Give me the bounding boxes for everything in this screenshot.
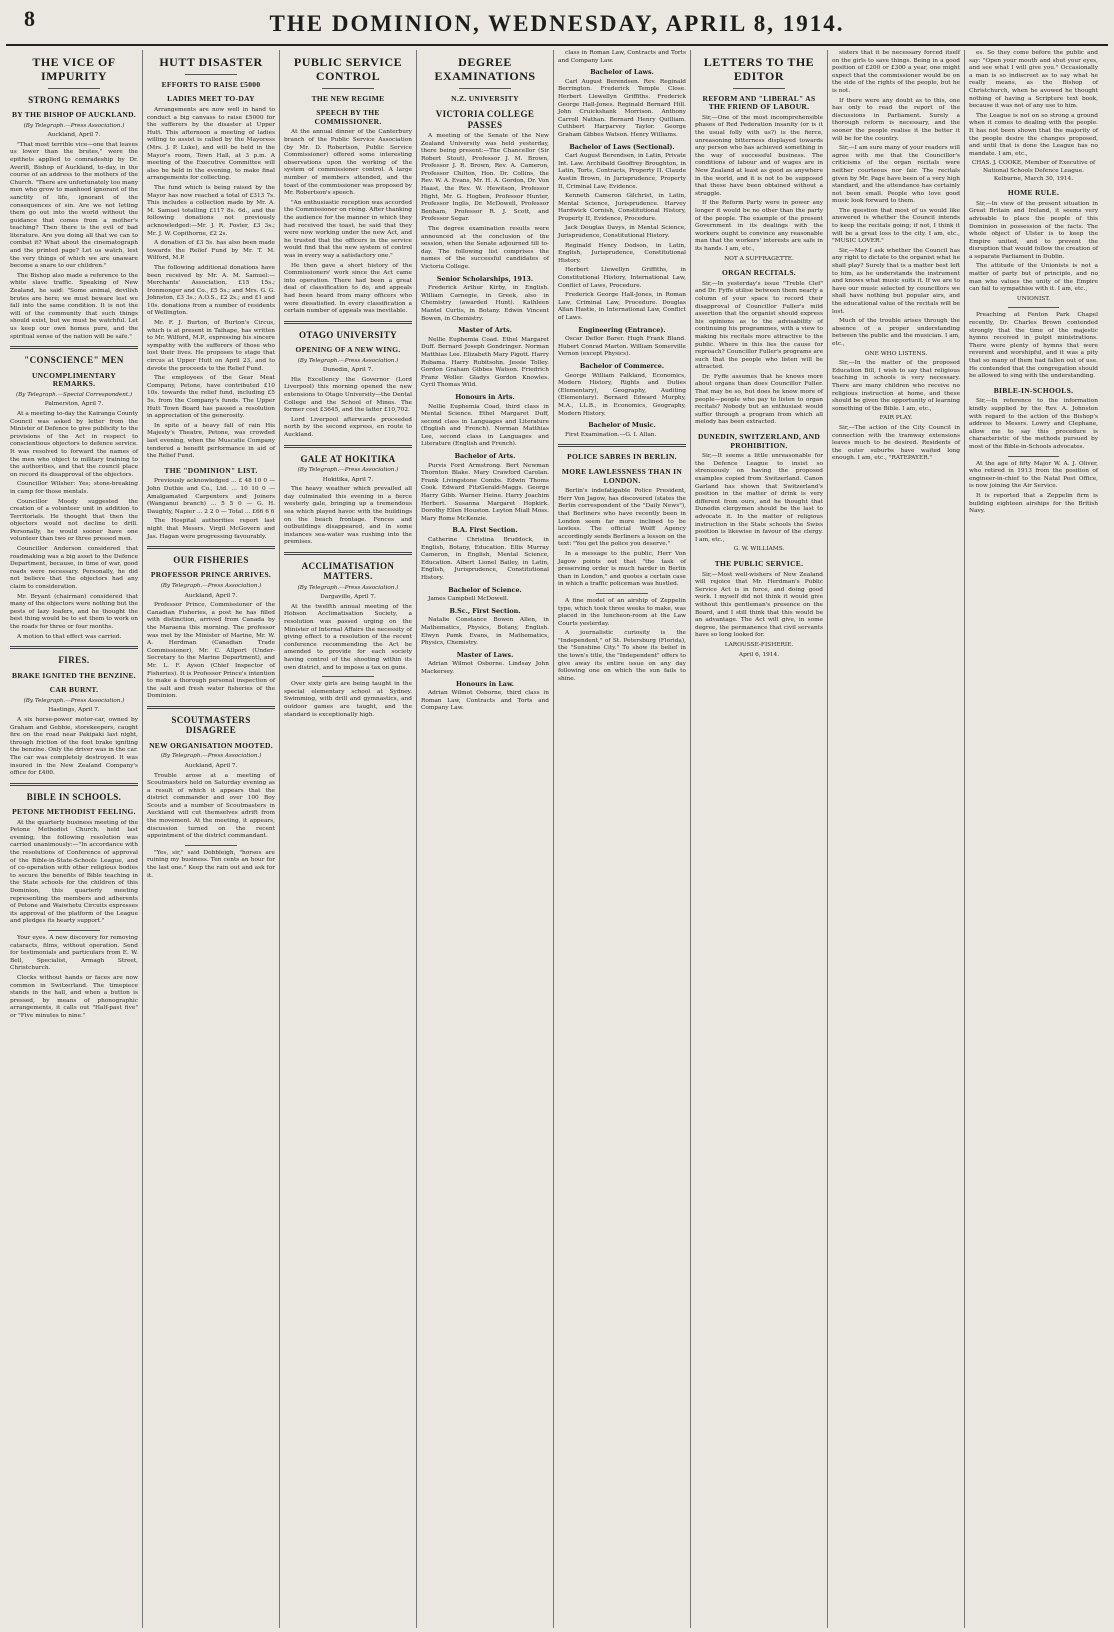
letter-signature: NOT A SUFFRAGETTE. [724, 255, 794, 262]
article-paragraph: Councillor Moody suggested the creation of a volunteer unit in addition to Territorials. He thought that then the objectors would not decline to drill. Personally, he would sooner have one volunteer than two or three pressed men. [10, 498, 138, 543]
letter-paragraph: Sir,—May I ask whether the Council has any right to dictate to the organist what he shall play? Surely that is a matter best left to him, as he understands the instrument and knows what music suits it. If we are to have our music selected by councillors we shall have nothing but popular airs, and the educational value of the recitals will be lost. [832, 247, 960, 315]
headline: OUR FISHERIES [173, 555, 249, 566]
name-list: Frederick George Hall-Jones, in Roman Law, Criminal Law, Procedure. Douglas Allan Hastie, in International Law, Conflict of Laws. [558, 292, 686, 321]
page-number: 8 [24, 6, 35, 31]
subheadline: SPEECH BY THE COMMISSIONER. [314, 108, 382, 126]
letter-paragraph: Sir,—In yesterday's issue "Treble Clef" and Dr. Fyffe utilise between them nearly a column of your space to record their disapproval of Councillor Fuller's mild assertion that the organist should express his opinions as to the advisability of continuing his programmes, with a view to making his recitals more attractive to the public. Where in this lies the cause for reproach? Councillor Fuller's programs are such that the people who listen will be attracted. [695, 280, 823, 371]
name-list: First Examination.—G. I. Allan. [565, 431, 657, 438]
article-paragraph: At the twelfth annual meeting of the Hobson Acclimatisation Society, a resolution was passed urging on the Minister of Internal Affairs the necessity of giving effect to a resolution of the recent conference recommending the Act be amended to provide for each society having control of the shooting within its own district, and to impose a tax on guns. [284, 603, 412, 671]
letter-paragraph: Sir,—I am sure many of your readers will agree with me that the Councillor's criticisms of the organ recitals were neither courteous nor fair. The recitals given by Mr. Page have been of a very high standard, and the attendance has certainly not been small. People who love good music look forward to them. [832, 145, 960, 205]
name-list: James Campbell McDowell. [428, 596, 509, 603]
subheadline: UNCOMPLIMENTARY REMARKS. [31, 370, 117, 389]
section-label: Bachelor of Music. [588, 421, 656, 430]
masthead [6, 4, 1108, 46]
telegraph-credit: (By Telegraph.—Special Correspondent.) [15, 391, 133, 398]
article-paragraph: The following additional donations have been received by Mr. A. M. Samuel:—Merchants' Association, £15 15s.; Ironmonger and Co., £5 5s.; and Mrs. G. G. Johnston, £3 3s.; A.O.S., £2 2s.; and £1 and 10s. donations from a number of residents of Wellington. [147, 264, 275, 317]
name-list: Nellie Euphemia Coad, third class in Mental Science. Ethel Margaret Duff, second class in Languages and Literature (English and French). Norman Matthias Lee, second class in Languages and Literature (English and French). [421, 403, 549, 448]
letter-paragraph: Sir,—One of the most incomprehensible phases of Red Federation insanity (or is it the usual folly with us?) is the fierce, unreasoning bitterness displayed towards any person who has achieved something in the way of successful business. The conditions of labour and of wages are in New Zealand at least as good as anywhere in the world, and it is not to be supposed that these have been obtained without a struggle. [695, 114, 823, 197]
column-3 [280, 50, 417, 1628]
subheadline: N.Z. UNIVERSITY [451, 93, 519, 103]
subheadline: STRONG REMARKS [28, 94, 120, 105]
section-label: Senior Scholarships, 1913. [436, 274, 534, 283]
telegraph-credit: (By Telegraph.—Press Association.) [297, 584, 399, 591]
article-paragraph: "Yes, sir," said Dobbleigh, "horses are ruining my business. Ten cents an hour for the last one." Keep the rain out and ask for it. [147, 849, 275, 879]
headline: ACCLIMATISATION MATTERS. [301, 560, 395, 582]
section-label: Master of Arts. [458, 326, 512, 335]
article-paragraph: Berlin's indefatigable Police President, Herr Von Jagow, has discovered (states the Berlin correspondent of the "Daily News"), that Berliners who have recently been in London seem far more inclined to be lawless. The official Wolff Agency accordingly sends Berliners a lesson on the text: "You get the police you deserve." [558, 488, 686, 548]
dateline: Auckland, April 7. [47, 132, 101, 139]
headline: GALE AT HOKITIKA [300, 453, 396, 464]
article-paragraph: In a message to the public, Herr Von Jagow points out that "the task of preserving order is much harder in Berlin than in London," and quotes a certain case in which a traffic policeman was hustled. [558, 550, 686, 588]
letter-signature: ONE WHO LISTENS. [864, 350, 928, 357]
subheadline: PROFESSOR PRINCE ARRIVES. [150, 570, 272, 580]
column-4 [417, 50, 554, 1628]
article-paragraph: Preaching at Fenton Park Chapel recently, Dr. Charles Brown contended strongly that the time of the majestic hymns received in pulpit ministrations. There were plenty of hymns that were reverent and worshipful, and it was a pity that so many of them had fallen out of use. He contended that the congregation should be allowed to sing with the understanding. [969, 312, 1098, 380]
name-list: Nellie Euphemia Coad. Ethel Margaret Duff. Bernard Joseph Gondringer. Norman Matthias Lee. Elizabeth Mary Pigott. Harry Rubama. Harry Rubitsohn. Jessie Tolley. Gordon Graham Gibbes Watson. Friedrich Franz Woller. Gladys Gordon Knowles. Cyril Thomas Wild. [421, 336, 549, 389]
article-paragraph: Clocks without hands or faces are now common in Switzerland. The timepiece stands in the hall, and when a button is pressed, by means of phonographic arrangements, it calls out "Half-past five" or "Five minutes to nine." [10, 974, 138, 1019]
letter-paragraph: Dr. Fyffe assumes that he knows more about organs than does Councillor Fuller. That may be so, but does he know more of people—people who pay to listen to organ recitals? Nobody but an enthusiast would suffer through a program from which all melody has been extracted. [695, 373, 823, 426]
column-7 [828, 50, 965, 1628]
article-paragraph: A six horse-power motor-car, owned by Graham and Gebbie, storekeepers, caught fire on the road near Pakipaki last night, through friction of the foot brake igniting the benzine. Only the driver was in the car. The car was completely destroyed. It was insured in the New Zealand Company's office for £400. [10, 716, 138, 777]
article-paragraph: A donation of £3 5s. has also been made towards the Relief Fund by Mr. T. M. Wilford, M.P. [147, 240, 275, 262]
name-list: Kenneth Cameron Gilchrist, in Latin, Mental Science, Jurisprudence. Harvey Hardwick Cornish, Constitutional History, Property II, Evidence, Procedure. [558, 193, 686, 222]
name-list: Oscar Deflor Barer. Hugh Frank Bland. Hubert Conrad Marton. William Somerville Vernon (except Physics). [558, 336, 686, 358]
letter-paragraph: The League is not on so strong a ground when it comes to dealing with the people. It has not been shown that the majority of the people desire the changes proposed, and until that is done the League has no mandate. I am, etc., [969, 112, 1098, 157]
headline: "CONSCIENCE" MEN [24, 355, 124, 366]
name-list: Herbert Llewellyn Griffiths, in Constitutional History, International Law, Conflict of Laws, Procedure. [558, 267, 686, 289]
letter-paragraph: Sir,—Most well-wishers of New Zealand will rejoice that Mr. Herdman's Public Service Act is in force, and doing good work. I myself did not think it would give without this gentleman's presence on the Board, and I still think that this would be an advantage. The Act will give, in some degree, the permanence that civil servants have so long looked for. [695, 571, 823, 639]
article-paragraph: Mr. F. J. Burton, of Burton's Circus, which is at present in Taihape, has written to Mr. Wilford, M.P., expressing his sincere sympathy with the sufferers of those who lost their lives. He proposes to stage that circus at Upper Hutt on April 23, and to devote the proceeds to the Relief Fund. [147, 320, 275, 372]
column-8 [965, 50, 1102, 1628]
headline: LETTERS TO THE EDITOR [703, 55, 815, 83]
article-paragraph: In spite of a heavy fall of rain His Majesty's Theatre, Petone, was crowded last evening, when the Muscatie Company tendered a benefit performance in aid of the Relief Fund. [147, 422, 275, 460]
subheadline: PETONE METHODIST FEELING. [12, 807, 136, 817]
section-label: B.Sc., First Section. [449, 606, 521, 615]
letter-paragraph: Sir,—In view of the present situation in Great Britain and Ireland, it seems very advisable to place the people of this Dominion in possession of the facts. The whole object of Ulster is to keep the Empire united, and to prevent the disruption that would follow the creation of a separate Parliament in Dublin. [969, 200, 1098, 260]
dateline: Auckland, April 7. [184, 592, 238, 599]
article-paragraph: Arrangements are now well in hand to conduct a big canvass to raise £5000 for the sufferers by the disaster at Upper Hutt. This afternoon a meeting of ladies willing to assist is called by the Mayoress (Mrs. J. P. Luke), and will be held in the Mayor's room, Town Hall, at 3 p.m. A meeting of the Executive Committee will also be held in the evening, to make final arrangements for collecting. [147, 107, 275, 182]
dateline: Hastings, April 7. [48, 707, 100, 714]
name-list: Adrian Wilmot Osborne, third class in Roman Law, Contracts and Torts and Company Law. [421, 690, 549, 712]
telegraph-credit: (By Telegraph.—Press Association.) [297, 466, 399, 473]
section-label: Bachelor of Arts. [454, 452, 516, 461]
article-paragraph: He then gave a short history of the Commissioners' work since the Act came into operation. There had been a great deal of classification to do, and appeals had been heard from many officers who were dissatisfied. In every classification a certain number of appeals was inevitable. [284, 262, 412, 315]
subheadline: ORGAN RECITALS. [722, 268, 796, 278]
letter-signature: G. W. WILLIAMS. [733, 546, 785, 553]
name-list: class in Roman Law, Contracts and Torts and Company Law. [558, 50, 686, 64]
name-list: Catherine Christina Bruddock, in English, Botany, Education. Ellis Murray Cameron, in English, Mental Science, Education. Albert Lionel Bailey, in Latin, English, Jurisprudence, Constitutional History. [421, 537, 549, 581]
section-label: B.A. First Section. [452, 526, 518, 535]
name-list: Jack Douglas Davys, in Mental Science, Jurisprudence, Constitutional History. [558, 225, 686, 240]
columns [6, 50, 1108, 1628]
column-1 [6, 50, 143, 1628]
subheadline: MORE LAWLESSNESS THAN IN LONDON. [561, 466, 683, 485]
section-label: Bachelor of Laws. [590, 68, 654, 77]
section-label: Honours in Law. [455, 679, 515, 688]
headline: FIRES. [58, 655, 90, 666]
subheadline: HOME RULE. [1007, 188, 1060, 198]
name-list: George William Falkland, Economics, Modern History, Rights and Duties (Elementary), Geography, Auditing (Elementary). Bernard Edward Murphy, M.A., LL.B., in Economics, Geography, Modern History. [558, 372, 686, 417]
article-paragraph: "An enthusiastic reception was accorded the Commissioner on rising. After thanking the audience for the manner in which they had received the toast, he said that they were now working under the new Act, and he trusted that the officers in the service would find that the new system of control was in every way a satisfactory one." [284, 199, 412, 259]
name-list: Carl August Berendsen. Rev. Reginald Berrington. Frederick Temple Close. Herbert Llewellyn Griffiths. Frederick George Hall-Jones. Reginald Bernard Hill. John Cruickshank Morrison. Anthony Carroll Nathan. Bernard Henry Quilliam. Cuthbert Harparvey Taylor. George Graham Gibbes Watson. Henry Williams. [558, 78, 686, 138]
article-paragraph: The employees of the Gear Meat Company, Petone, have contributed £10 10s. towards the relief fund, including £5 5s. from the Company's funds. The Upper Hutt Town Board has passed a resolution in appreciation of the generosity. [147, 375, 275, 420]
article-paragraph: At the age of fifty Major W. A. J. Oliver, who retired in 1913 from the position of engineer-in-chief to the Natal Post Office, is now joining the Air Service. [969, 460, 1098, 490]
article-paragraph: A motion to that effect was carried. [17, 633, 122, 640]
article-paragraph: The heavy weather which prevailed all day culminated this evening in a fierce westerly gale, bringing up a tremendous sea which played havoc with the buildings on the beach frontage. Fences and outbuildings disappeared, and in some instances sea-water was rushing into the premises. [284, 486, 412, 546]
section-label: Honours in Arts. [455, 392, 515, 401]
article-paragraph: Councillor Wilsher: Yes; stone-breaking in camp for those mentals. [10, 481, 138, 495]
letter-paragraph: sisters that it be necessary forced itself on the girls to save things. Being in a good position of £200 or £300 a year, one might expect that the commissioner would be on the side of the rights of the people, but he is not. [832, 50, 960, 94]
letter-date: April 6, 1914. [738, 651, 780, 658]
letter-paragraph: Sir,—It seems a little unreasonable for the Defence League to insist so strenuously on having the proposed examples copied from Switzerland. Canon Garland has shown that Switzerland's position in the matter of drink is very different from ours, and he thought that Dunedin clergymen should be the last to advocate it. In the matter of religious instruction in the State schools the Swiss position is likewise in favour of the clergy. I am, etc., [695, 453, 823, 543]
headline: POLICE SABRES IN BERLIN. [567, 452, 677, 462]
letter-signature: UNIONIST. [1016, 295, 1051, 302]
telegraph-credit: (By Telegraph.—Press Association.) [23, 697, 125, 704]
article-paragraph: At the quarterly business meeting of the Petone Methodist Church, held last evening, the following resolution was carried unanimously:—"In accordance with the resolutions of Conference of approval of the Bible-in-State-Schools League, and of co-operation with other religious bodies to secure the benefits of Bible teaching in the State schools for the children of this Dominion, this quarterly meeting representing the members and adherents of Petone and Waiwhetu Circuits expresses its approval of the platform of the League and pledges its hearty support." [10, 819, 138, 925]
letter-paragraph: The question that most of us would like answered is whether the Council intends to keep the recitals going; if not, I think it will be a great loss to the city. I am, etc., "MUSIC LOVER." [832, 207, 960, 245]
subheadline: THE "DOMINION" LIST. [164, 465, 258, 475]
column-5 [554, 50, 691, 1628]
column-2 [143, 50, 280, 1628]
article-paragraph: The Bishop also made a reference to the white slave traffic. Speaking of New Zealand, he said: "Some animal, devilish brutes are here; we must beware lest we fall into the same condition. It is not the will of the community that such things should exist, but we must be watchful. Let us keep our own homes pure, and the spiritual sense of the nation will be safe." [10, 272, 138, 340]
name-list: Carl August Berendsen, in Latin, Private Int. Law. Archibald Geoffrey Broughton, in Latin, Torts, Contracts, Property II. Claude Austin Brown, in Jurisprudence, Property II, Criminal Law, Evidence. [558, 153, 686, 190]
subheadline: NEW ORGANISATION MOOTED. [149, 740, 273, 750]
telegraph-credit: (By Telegraph.—Press Association.) [23, 122, 125, 129]
subheadline: VICTORIA COLLEGE PASSES [435, 109, 535, 130]
letter-signature: FAIR PLAY. [879, 415, 913, 422]
subheadline: EFFORTS TO RAISE £5000 [161, 79, 261, 89]
letter-paragraph: If the Reform Party were in power any longer it would be no other than the party of the people. The example of the present Government in its dealings with the workers ought to convince any reasonable man that the workers' interests are safe in its hands. I am, etc., [695, 200, 823, 252]
article-paragraph: Professor Prince, Commissioner of the Canadian Fisheries, a post he has filled with distinction, arrived from Canada by the Maraena this morning. The professor was met by the Minister of Marine, Mr. W. A. Herdman (Canadian Trade Commissioner), Mr. C. Allport (Under-Secretary to the Marine Department), and Mr. L. F. Ayson (Chief Inspector of Fisheries). It is Professor Prince's intention to make a thorough personal inspection of the salt and fresh water fisheries of the Dominion. [147, 602, 275, 700]
headline: SCOUTMASTERS DISAGREE [171, 715, 251, 736]
advertisement: Your eyes. A new discovery for removing cataracts, films, without operation. Send for testimonials and particulars from E. W. Bell, Specialist, Armagh Street, Christchurch. [10, 935, 138, 972]
letter-paragraph: Sir,—In reference to the information kindly supplied by the Rev. A. Johnston with regard to the action of the Bishop's address to Messrs. Lowry and Clephane, allow me to say this procedure is characteristic of the methods pursued by most of the Bible-in-Schools advocates. [969, 398, 1098, 450]
section-label: Master of Laws. [456, 650, 514, 659]
newspaper-title: THE DOMINION, WEDNESDAY, APRIL 8, 1914. [269, 11, 845, 36]
donation-list: Previously acknowledged ... £ 48 10 0 — John Duthie and Co., Ltd. ... 10 10 0 — Amalgamated Carpenters and Joiners (Wanganui branch) ... 5 5 0 — G. H. Daughty, Napier ... 2 2 0 — Total ... £66 6 6 [147, 478, 275, 515]
letter-paragraph: If there were any doubt as to this, one has only to read the report of the discussions in Parliament. Surely a thorough reform is necessary, and the sooner the people realise it the better it will be for the country. [832, 97, 960, 142]
name-list: Natalie Constance Bowen Allen, in Mathematics, Physics, Botany, English. Elwyn Pamk Evans, in Mathematics, Physics, Chemistry. [421, 617, 549, 647]
telegraph-credit: (By Telegraph.—Press Association.) [160, 583, 262, 590]
headline: THE VICE OF IMPURITY [32, 55, 116, 83]
headline: PUBLIC SERVICE CONTROL [293, 55, 403, 83]
article-paragraph: At the annual dinner of the Canterbury branch of the Public Service Association (by Mr. D. Robertson, Public Service Commissioner) offered some interesting observations upon the working of the system of commissioner control. A large number of members attended, and the toast of the commissioner was proposed by Mr. Robertson's speech. [284, 129, 412, 197]
letter-paragraph: Sir,—In the matter of the proposed Education Bill, I wish to say that religious teaching in schools is very necessary. There are many children who receive no religious instruction at home, and these should be given the opportunity of learning something of the Bible. I am, etc., [832, 360, 960, 412]
section-label: Engineering (Entrance). [578, 325, 666, 334]
article-paragraph: It is reported that a Zeppelin firm is building eighteen airships for the British Navy. [969, 492, 1098, 515]
name-list: Adrian Wilmot Osborne. Lindsay John Mackersey. [421, 661, 549, 675]
article-paragraph: A fine model of an airship of Zeppelin type, which took three weeks to make, was placed in the luncheon-room at the Law Courts yesterday. [558, 597, 686, 627]
name-list: Purvis Ford Armstrong. Bert Newman Thornton Blake. Mary Crawford Carolan. Frank Livingstone Combs. Edwin Thoms Cook. Edward FitzGerald-Maggs. George Harry Gibb. Warner Heine. Harry Joachim Herbert. Susanna Margaret Hopkirk. Dorothy Ellen Houston. Leyton Miall Moss. Mary Rome McKenzie. [421, 462, 549, 522]
article-paragraph: The Hospital authorities report last night that Messrs. Virgil McGovern and Jas. Hagan were progressing favourably. [147, 518, 275, 540]
article-paragraph: Over sixty girls are being taught in the special elementary school at Sydney. Swimming, with drill and gymnastics, and outdoor games are taught, and the standard is exceptionally high. [284, 681, 412, 718]
column-6 [691, 50, 828, 1628]
letter-paragraph: Much of the trouble arises through the absence of a proper understanding between the public and the musician. I am, etc., [832, 318, 960, 347]
article-paragraph: A journalistic curiosity is the "Independent," of St. Petersburg (Florida), the "Sunshine City." To show its belief in the town's title, the "Independent" offers to give away its entire issue on any day following one on which the sun fails to shine. [558, 630, 686, 682]
dateline: Dargaville, April 7. [320, 594, 376, 601]
subheadline: BIBLE-IN-SCHOOLS. [993, 385, 1074, 395]
article-paragraph: Councillor Anderson considered that roadmaking was a big asset to the Defence Department, because, in time of war, good roads were necessary. Personally, he did not believe that the objectors had any claim to consideration. [10, 546, 138, 591]
subheadline: BY THE BISHOP OF AUCKLAND. [11, 109, 136, 119]
article-paragraph: Trouble arose at a meeting of Scoutmasters held on Saturday evening as a result of which it appears that the district commander and over 100 Boy Scouts and a number of Scoutmasters in Auckland will cut themselves adrift from the movement. At the meeting, it appears, discussion turned on the recent appointment of the district commandant. [147, 772, 275, 840]
article-paragraph: Frederick Arthur Kirby, in English. William Carnegie, in Greek, also in Chemistry (awarded Hunt). Kathleen Mantel Curtis, in Botany. Edwin Vincent Bowen, in Chemistry. [421, 285, 549, 322]
dateline: Dunedin, April 7. [322, 367, 374, 374]
subheadline: THE PUBLIC SERVICE. [714, 559, 804, 568]
subheadline: DUNEDIN, SWITZERLAND, AND PROHIBITION. [697, 432, 821, 450]
dateline: Auckland, April 7. [184, 762, 238, 769]
letter-paragraph: The attitude of the Unionists is not a matter of party but of principle, and no man who values the unity of the Empire can fail to sympathise with it. I am, etc., [969, 263, 1098, 293]
headline: OTAGO UNIVERSITY [299, 329, 397, 340]
section-label: Bachelor of Commerce. [579, 361, 665, 370]
article-paragraph: His Excellency the Governor (Lord Liverpool) this morning opened the new extensions to Otago University—the Dental College and the School of Mines. The former cost £3645, and the latter £10,702. [284, 376, 412, 414]
subheadline: BRAKE IGNITED THE BENZINE. [12, 670, 136, 680]
article-paragraph: Lord Liverpool afterwards proceeded north by the second express, en route to Auckland. [284, 416, 412, 439]
subheadline: OPENING OF A NEW WING. [295, 345, 401, 355]
article-paragraph: Mr. Bryant (chairman) considered that many of the objectors were nothing but the pests of lazy loafers, and he thought the best thing would be to set them to work on the roads for three or four months. [10, 593, 138, 630]
article-paragraph: A meeting of the Senate of the New Zealand University was held yesterday, there being present:—The Chancellor (Sir Robert Stout), Professor J. M. Brown, Professor J. R. Brown, Rev. A. Cameron, Professor Chilton, Hon. Dr. Collins, the Rev. W. A. Evans, Mr. H. A. Gordon, Dr. Von Haast, the Rev. W. Hewitson, Professor Hight, Mr. G. Hogben, Professor Hunter, Professor Inglis, Dr. McDowell, Professor Benham, Professor R. J. Scott, and Professor Segar. [421, 132, 549, 223]
telegraph-credit: (By Telegraph.—Press Association.) [160, 753, 262, 760]
subheadline: REFORM AND "LIBERAL" AS THE FRIEND OF LABOUR. [702, 93, 816, 112]
subheadline: THE NEW REGIME [311, 93, 385, 103]
article-paragraph: At a meeting to-day the Kairanga County Council was asked by letter from the Minister of Defence to give publicity to the provisions of the Act in respect to conscientious objectors to defence service. It was resolved to forward the names of the men who object to military training to the authorities, and that the council place on record its disapproval of the objectors. [10, 410, 138, 478]
headline: BIBLE IN SCHOOLS. [26, 791, 122, 802]
name-list: Reginald Henry Dodson, in Latin, English, Jurisprudence, Constitutional History. [558, 242, 686, 264]
headline: DEGREE EXAMINATIONS [434, 55, 536, 83]
subheadline: CAR BURNT. [49, 685, 99, 695]
section-label: Bachelor of Science. [448, 585, 522, 594]
headline: HUTT DISASTER [159, 55, 263, 69]
subheadline: LADIES MEET TO-DAY [167, 94, 255, 104]
telegraph-credit: (By Telegraph.—Press Association.) [297, 357, 399, 364]
dateline: Palmerston, April 7. [44, 401, 104, 408]
dateline: Hokitika, April 7. [322, 476, 374, 483]
article-paragraph: The degree examination results were announced at the conclusion of the session, when the Senate adjourned till to-day. The following list comprises the names of the successful candidates of Victoria College. [421, 226, 549, 270]
letter-paragraph: Sir,—The action of the City Council in connection with the tramway extensions leaves much to be desired. Residents of the outer suburbs have waited long enough. I am, etc., "RATEPAYER." [832, 424, 960, 462]
letter-signature: LAROUSSE-FISHERIE. [724, 641, 794, 648]
article-paragraph: The fund which is being raised by the Mayor has now reached a total of £313 7s. This includes a collection made by Mr. A. M. Samuel totalling £117 8s. 6d., and the following donations not previously acknowledged:—Mr. J. R. Foster, £3 3s.; Mr. J. W. Copithorne, £2 2s. [147, 184, 275, 237]
section-label: Bachelor of Laws (Sectional). [569, 142, 675, 151]
letter-paragraph: es. So they come before the public and say: "Open your mouth and shut your eyes, and see what I will give you." Occasionally a man is so indiscreet as to say what he really means, as the Bishop of Christchurch, when he avowed he thought nothing of having a Scripture text book, because it was not of any use to him. [969, 50, 1098, 110]
article-paragraph: "That most terrible vice—one that leaves us lower than the brutes," were the epithets applied to comradeship by Dr. Averill, Bishop of Auckland, to-day, in the course of an address to the mothers of the Church. "There are unfortunately too many men who grow to manhood ignorant of the sanctity of life, ignorant of the consequences of sin. Are we not letting them go out into the world without the guidance that comes from a mother's teaching? Then there is the evil of bad literature. Are you doing all that we can to combat it? What about the cinematograph and the printed page? Let us watch, lest the very things of which we are unaware become a snare to our children." [10, 141, 138, 270]
letter-signature: CHAS. J. COOKE, Member of Executive of National Schools Defence League. Kelburne, March 30, 1914. [971, 160, 1096, 182]
